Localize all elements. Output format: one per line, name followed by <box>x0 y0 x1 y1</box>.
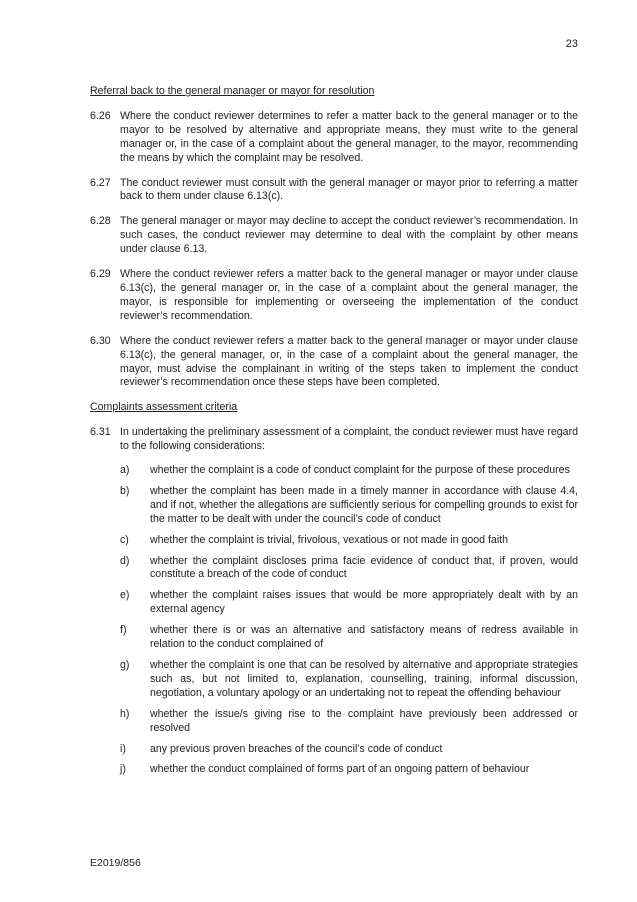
list-item <box>120 659 578 701</box>
clause-text: The general manager or mayor may decline to accept the conduct reviewer’s recommendation. In such cases, the conduct reviewer may determine to deal with the complaint by other means under clause 6.13. <box>120 215 578 256</box>
list-item <box>120 589 578 617</box>
list-item <box>120 555 578 583</box>
list-item <box>120 743 578 757</box>
item-letter: e) <box>120 589 130 602</box>
clause-6-30 <box>90 335 578 391</box>
item-text: whether the complaint is a code of conduct complaint for the purpose of these procedures <box>150 464 570 477</box>
clause-6-28 <box>90 215 578 257</box>
item-text: whether the complaint discloses prima facie evidence of conduct that, if proven, would constitute a breach of the code of conduct <box>150 554 578 581</box>
clause-6-31 <box>90 426 578 454</box>
page-number: 23 <box>565 38 578 50</box>
clause-text: Where the conduct reviewer refers a matter back to the general manager or mayor under clause 6.13(c), the general manager or, in the case of a complaint about the general manager, the mayor, is responsible for implementing or overseeing the implementation of the conduct reviewer’s recommendation. <box>120 268 578 322</box>
document-reference: E2019/856 <box>90 857 141 869</box>
item-text: whether the complaint raises issues that would be more appropriately dealt with by an external agency <box>150 589 578 616</box>
clause-text: Where the conduct reviewer determines to refer a matter back to the general manager or to the mayor to be resolved by alternative and appropriate means, they must write to the general manager or, in the case of a complaint about the general manager, to the mayor, recommending the means by which the complaint may be resolved. <box>120 109 578 164</box>
clause-text: Where the conduct reviewer refers a matter back to the general manager or mayor under clause 6.13(c), the general manager, or, in the case of a complaint about the general manager, the mayor, must advise the complainant in writing of the steps taken to implement the conduct reviewer’s recommendation once these steps have been completed. <box>120 334 578 389</box>
section-heading-referral: Referral back to the general manager or mayor for resolution <box>90 85 375 97</box>
item-text: whether the complaint has been made in a timely manner in accordance with clause 4.4, and if not, whether the allegations are sufficiently serious for compelling grounds to exist for the matter to be dealt with under the council’s code of conduct <box>150 484 578 525</box>
item-text: whether the issue/s giving rise to the complaint have previously been addressed or resolved <box>150 707 578 734</box>
clause-text: In undertaking the preliminary assessment of a complaint, the conduct reviewer must have regard to the following considerations: <box>120 426 578 453</box>
item-letter: f) <box>120 624 127 637</box>
clause-6-29 <box>90 268 578 324</box>
document-body <box>90 85 578 784</box>
list-item <box>120 708 578 736</box>
item-letter: a) <box>120 464 130 477</box>
item-letter: c) <box>120 533 129 546</box>
clause-number: 6.30 <box>90 334 111 347</box>
item-text: whether the conduct complained of forms part of an ongoing pattern of behaviour <box>150 763 530 776</box>
list-item <box>120 485 578 527</box>
item-text: whether the complaint is one that can be resolved by alternative and appropriate strategies such as, but not limited to, explanation, counselling, training, informal discussion, negotiation, a voluntary apology or an undertaking not to repeat the offending behaviour <box>150 659 578 699</box>
clause-number: 6.28 <box>90 215 111 228</box>
item-letter: d) <box>120 554 130 567</box>
item-text: whether there is or was an alternative and satisfactory means of redress available in relation to the conduct complained of <box>150 624 578 651</box>
clause-number: 6.27 <box>90 176 111 189</box>
list-item <box>120 763 578 777</box>
list-item <box>120 464 578 478</box>
clause-number: 6.31 <box>90 426 111 439</box>
item-letter: h) <box>120 707 130 720</box>
item-letter: i) <box>120 742 126 755</box>
clause-number: 6.26 <box>90 109 111 122</box>
list-item <box>120 624 578 652</box>
clause-text: The conduct reviewer must consult with the general manager or mayor prior to referring a matter back to them under clause 6.13(c). <box>120 176 578 203</box>
section-heading-assessment: Complaints assessment criteria <box>90 401 238 414</box>
item-text: whether the complaint is trivial, frivolous, vexatious or not made in good faith <box>150 533 509 546</box>
criteria-list <box>120 464 578 777</box>
item-letter: j) <box>120 763 126 776</box>
clause-6-26 <box>90 110 578 166</box>
item-letter: b) <box>120 484 130 497</box>
clause-6-27 <box>90 177 578 205</box>
item-letter: g) <box>120 659 130 671</box>
clause-number: 6.29 <box>90 268 111 281</box>
list-item <box>120 534 578 548</box>
item-text: any previous proven breaches of the council’s code of conduct <box>150 742 443 755</box>
